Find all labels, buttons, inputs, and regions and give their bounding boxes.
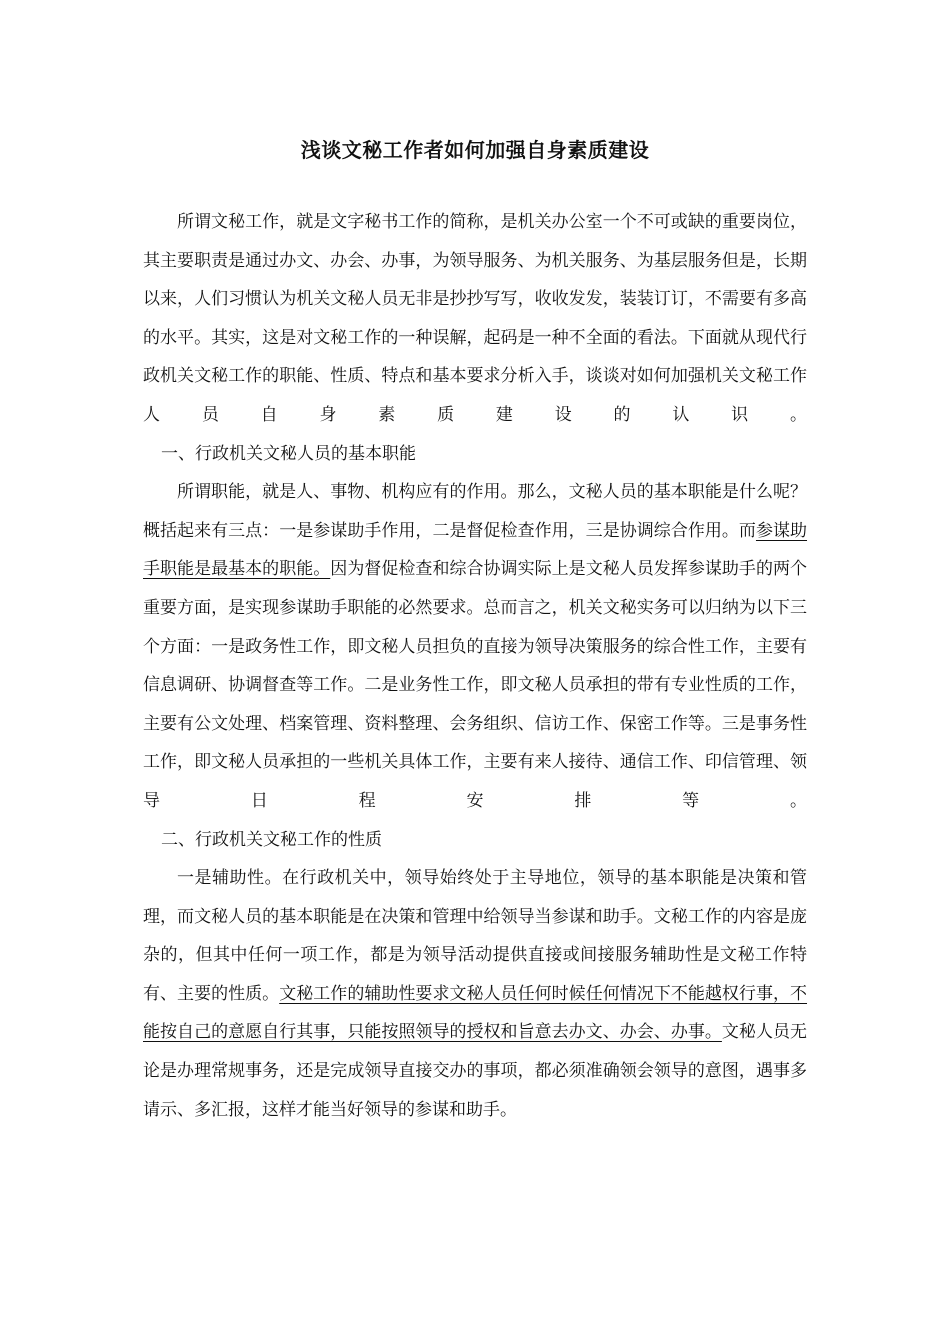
section1-underlined-text: 参谋助手职能是最基本的职能。 [143,520,808,580]
document-title: 浅谈文秘工作者如何加强自身素质建设 [300,138,650,162]
section2-paragraph [143,859,807,1129]
section1-text-before: 所谓职能，就是人、事物、机构应有的作用。那么，文秘人员的基本职能是什么呢？概括起来有三点：一是参谋助手作用，二是督促检查作用，三是协调综合作用。而 [143,482,807,541]
section1-paragraph [143,473,807,820]
section2-underlined-text: 文秘工作的辅助性要求文秘人员任何时候任何情况下不能越权行事，不能按自己的意愿自行其事，只能按照领导的授权和旨意去办文、办会、办事。 [143,983,808,1043]
section1-text-after: 因为督促检查和综合协调实际上是文秘人员发挥参谋助手的两个重要方面，是实现参谋助手职能的必然要求。总而言之，机关文秘实务可以归纳为以下三个方面：一是政务性工作，即文秘人员担负的直接为领导决策服务的综合性工作，主要有信息调研、协调督查等工作。二是业务性工作，即文秘人员承担的带有专业性质的工作，主要有公文处理、档案管理、资料整理、会务组织、信访工作、保密工作等。三是事务性工作，即文秘人员承担的一些机关具体工作，主要有来人接待、通信工作、印信管理、领导日程安排等。 [143,559,808,811]
section2-text-before: 一是辅助性。在行政机关中，领导始终处于主导地位，领导的基本职能是决策和管理，而文秘人员的基本职能是在决策和管理中给领导当参谋和助手。文秘工作的内容是庞杂的，但其中任何一项工作，都是为领导活动提供直接或间接服务辅助性是文秘工作特有、主要的性质。 [143,868,807,1004]
section2-text-after: 文秘人员无论是办理常规事务，还是完成领导直接交办的事项，都必须准确领会领导的意图，遇事多请示、多汇报，这样才能当好领导的参谋和助手。 [143,1022,808,1120]
section-heading-2: 二、行政机关文秘工作的性质 [161,829,382,850]
document-body [143,203,807,1129]
section-heading-1: 一、行政机关文秘人员的基本职能 [161,443,416,464]
intro-paragraph: 所谓文秘工作，就是文字秘书工作的简称，是机关办公室一个不可或缺的重要岗位，其主要职责是通过办文、办会、办事，为领导服务、为机关服务、为基层服务但是，长期以来，人们习惯认为机关文秘人员无非是抄抄写写，收收发发，装装订订，不需要有多高的水平。其实，这是对文秘工作的一种误解，起码是一种不全面的看法。下面就从现代行政机关文秘工作的职能、性质、特点和基本要求分析入手，谈谈对如何加强机关文秘工作人员自身素质建设的认识。 [143,212,807,425]
